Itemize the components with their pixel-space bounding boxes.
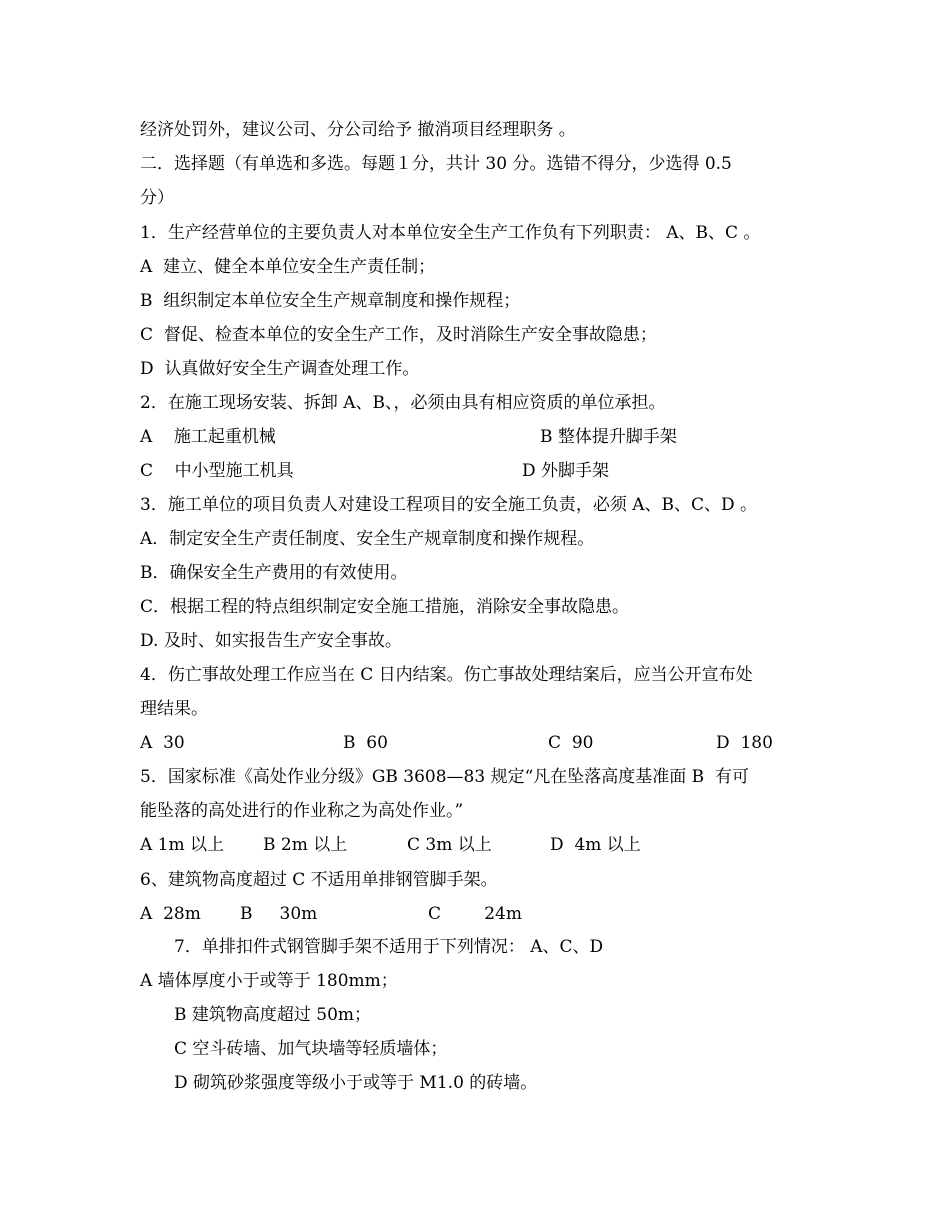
option-line: D. 及时、如实报告生产安全事故。 — [140, 631, 402, 651]
option-line: D 认真做好安全生产调查处理工作。 — [140, 359, 420, 379]
question-4: 4．伤亡事故处理工作应当在 C 日内结案。伤亡事故处理结案后，应当公开宣布处 — [140, 665, 753, 685]
option-line: D 砌筑砂浆强度等级小于或等于 M1.0 的砖墙。 — [174, 1073, 538, 1093]
option-cell: D 180 — [716, 733, 773, 753]
option-line: C 督促、检查本单位的安全生产工作，及时消除生产安全事故隐患； — [140, 325, 657, 345]
option-cell: D 4m 以上 — [550, 835, 641, 855]
option-line: B 组织制定本单位安全生产规章制度和操作规程； — [140, 291, 521, 311]
option-cell: A 施工起重机械 — [140, 427, 276, 447]
question-3: 3．施工单位的项目负责人对建设工程项目的安全施工负责，必须 A、B、C、D 。 — [140, 495, 758, 515]
option-cell: B 整体提升脚手架 — [540, 427, 677, 447]
option-cell: C 3m 以上 — [407, 835, 492, 855]
question-2: 2．在施工现场安装、拆卸 A、B、，必须由具有相应资质的单位承担。 — [140, 393, 666, 413]
text-line: 能坠落的高处进行的作业称之为高处作业。” — [140, 801, 464, 821]
section-heading: 二．选择题（有单选和多选。每题１分，共计 30 分。选错不得分，少选得 0.5 — [140, 154, 732, 174]
option-cell: B 60 — [343, 733, 388, 753]
option-line: C 空斗砖墙、加气块墙等轻质墙体； — [174, 1039, 448, 1059]
option-cell: C 中小型施工机具 — [140, 461, 294, 481]
text-line: 经济处罚外，建议公司、分公司给予 撤消项目经理职务 。 — [140, 120, 576, 140]
text-line: 分） — [140, 188, 174, 208]
question-6: 6、建筑物高度超过 C 不适用单排钢管脚手架。 — [140, 870, 498, 890]
question-5: 5．国家标准《高处作业分级》GB 3608—83 规定“凡在坠落高度基准面 B 有可 — [140, 767, 749, 787]
option-cell: B 30m — [240, 904, 318, 924]
option-line: C．根据工程的特点组织制定安全施工措施，消除安全事故隐患。 — [140, 597, 630, 617]
option-line: A．制定安全生产责任制度、安全生产规章制度和操作规程。 — [140, 529, 595, 549]
question-1: 1．生产经营单位的主要负责人对本单位安全生产工作负有下列职责： A、B、C 。 — [140, 223, 761, 243]
option-cell: C 24m — [428, 904, 522, 924]
option-cell: A 28m — [140, 904, 201, 924]
option-cell: C 90 — [548, 733, 594, 753]
option-line: B．确保安全生产费用的有效使用。 — [140, 563, 408, 583]
option-line: A 建立、健全本单位安全生产责任制； — [140, 257, 436, 277]
option-cell: A 30 — [140, 733, 185, 753]
option-cell: B 2m 以上 — [263, 835, 348, 855]
question-7: 7．单排扣件式钢管脚手架不适用于下列情况： A、C、D — [174, 937, 604, 957]
option-line: B 建筑物高度超过 50m； — [174, 1005, 372, 1025]
option-cell: A 1m 以上 — [140, 835, 225, 855]
option-line: A 墙体厚度小于或等于 180mm； — [140, 971, 398, 991]
option-cell: D 外脚手架 — [522, 461, 610, 481]
text-line: 理结果。 — [140, 699, 208, 719]
